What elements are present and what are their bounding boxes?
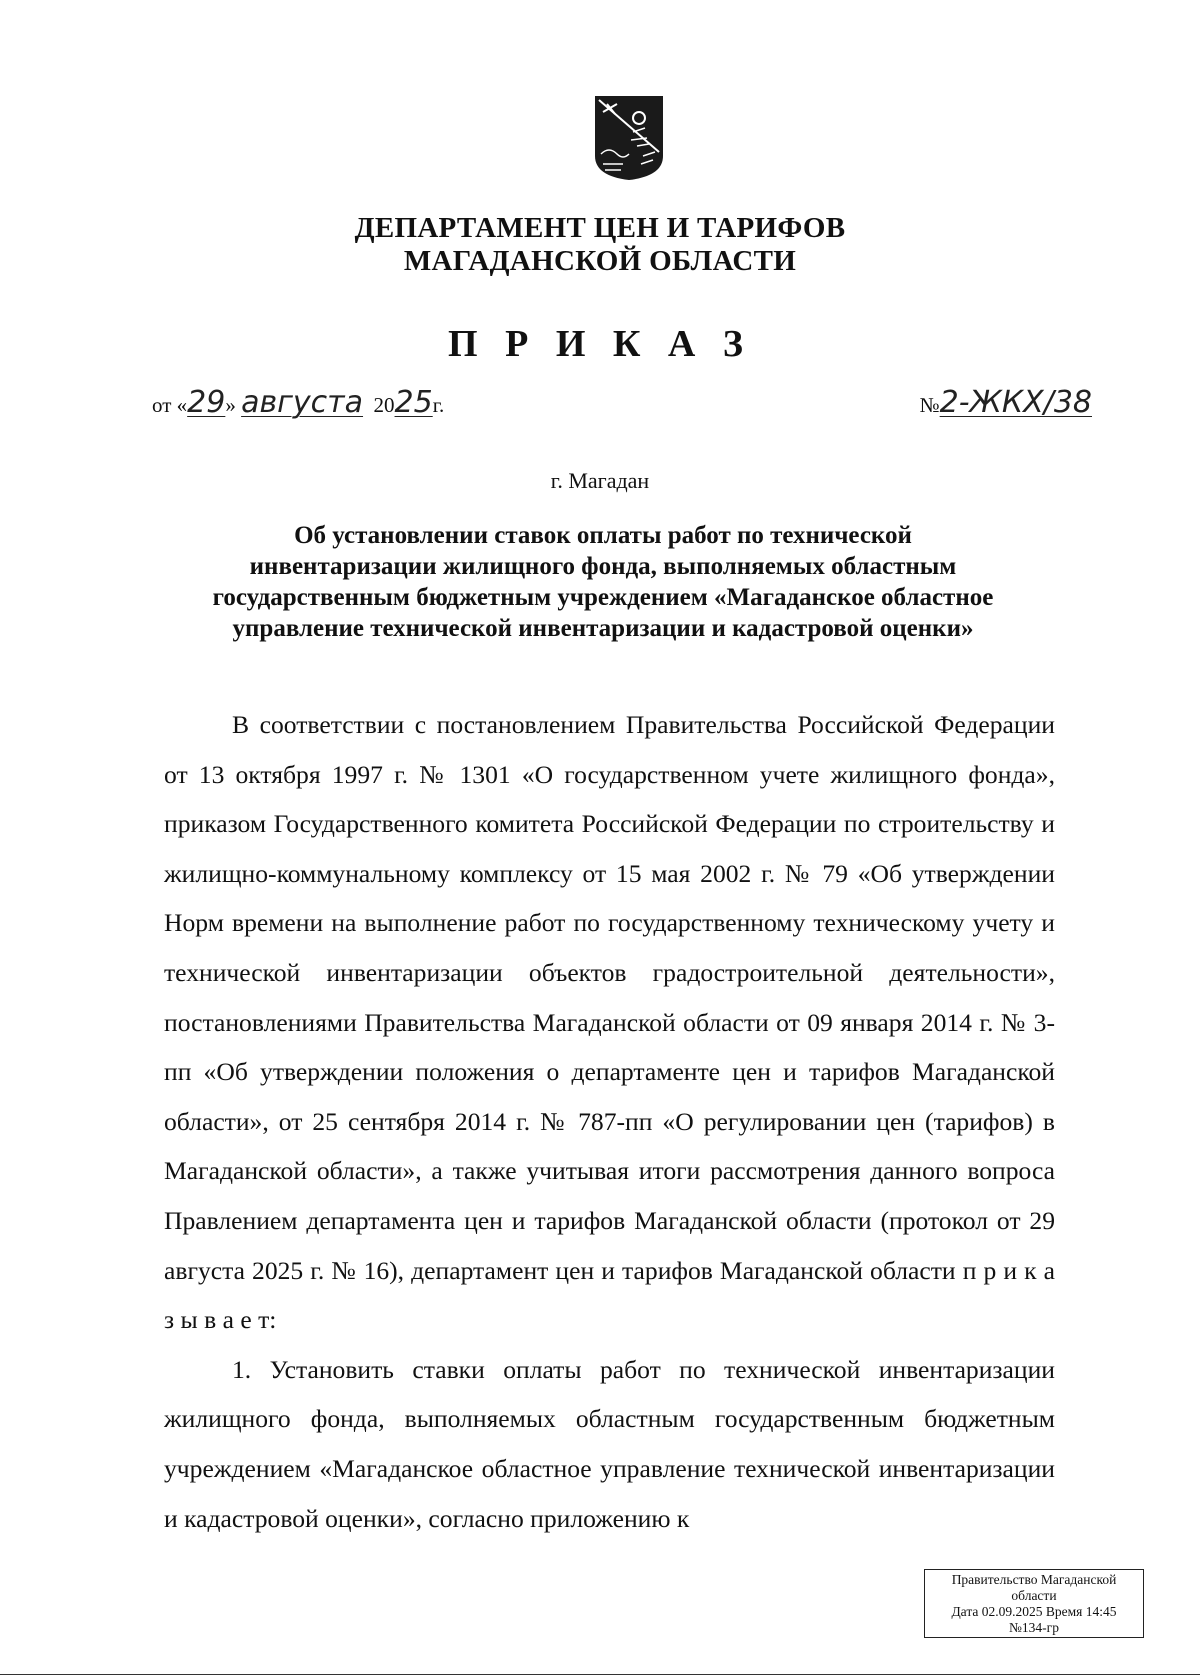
stamp-line-3: Дата 02.09.2025 Время 14:45	[951, 1604, 1117, 1619]
department-name	[0, 212, 1200, 278]
order-number	[920, 385, 1092, 420]
subject-line-1: Об установлении ставок оплаты работ по технической	[294, 522, 912, 549]
city-name: г. Магадан	[550, 468, 650, 493]
date-prefix: от «	[152, 393, 188, 417]
number-value: 2-ЖКХ/38	[939, 385, 1092, 420]
stamp-line-2: области	[1011, 1588, 1057, 1603]
date-year-prefix: 20	[373, 393, 395, 417]
body-paragraph-2: 1. Установить ставки оплаты работ по технической инвентаризации жилищного фонда, выполняемых областным государственным бюджетным учреждением «Магаданское областное управление технической инвентаризации и кадастровой оценки», согласно приложению к	[164, 1354, 1055, 1533]
coat-of-arms-icon	[593, 94, 665, 182]
order-subject	[150, 520, 1056, 644]
order-body	[164, 700, 1055, 1543]
order-date	[152, 385, 444, 420]
date-year-suffix: 25	[394, 385, 433, 420]
stamp-line-1: Правительство Магаданской	[951, 1572, 1117, 1587]
department-line-2: МАГАДАНСКОЙ ОБЛАСТИ	[403, 245, 797, 277]
document-type-title: П Р И К А З	[448, 323, 752, 365]
subject-line-3: государственным бюджетным учреждением «Магаданское областное	[212, 584, 994, 611]
date-month: августа	[241, 385, 364, 420]
subject-line-4: управление технической инвентаризации и кадастровой оценки»	[232, 615, 974, 642]
registration-stamp	[924, 1569, 1144, 1638]
bottom-scan-line	[0, 1674, 1200, 1675]
department-line-1: ДЕПАРТАМЕНТ ЦЕН И ТАРИФОВ	[354, 212, 846, 244]
body-paragraph-1-text: В соответствии с постановлением Правительства Российской Федерации от 13 октября 1997 г. № 1301 «О государственном учете жилищного фонда», приказом Государственного комитета Российской Федерации по строительству и жилищно-коммунальному комплексу от 15 мая 2002 г. № 79 «Об утверждении Норм времени на выполнение работ по государственному техническому учету и технической инвентаризации объектов градостроительной деятельности», постановлениями Правительства Магаданской области от 09 января 2014 г. № 3-пп «Об утверждении положения о департаменте цен и тарифов Магаданской области», от 25 сентября 2014 г. № 787-пп «О регулировании цен (тарифов) в Магаданской области», а также учитывая итоги рассмотрения данного вопроса Правлением департамента цен и тарифов Магаданской области (протокол от 29 августа 2025 г. № 16), департамент цен и тарифов Магаданской области	[164, 710, 1055, 1285]
date-year-mark: г.	[432, 393, 445, 417]
body-paragraph-1	[164, 700, 1055, 1345]
stamp-line-4: №134-гр	[1009, 1620, 1059, 1635]
subject-line-2: инвентаризации жилищного фонда, выполняемых областным	[249, 553, 957, 580]
date-quote-close: »	[225, 393, 236, 417]
number-prefix: №	[919, 393, 940, 417]
date-day: 29	[187, 385, 226, 420]
body-paragraph-1-verb: п р и к а з ы в а е т:	[164, 1255, 1056, 1335]
